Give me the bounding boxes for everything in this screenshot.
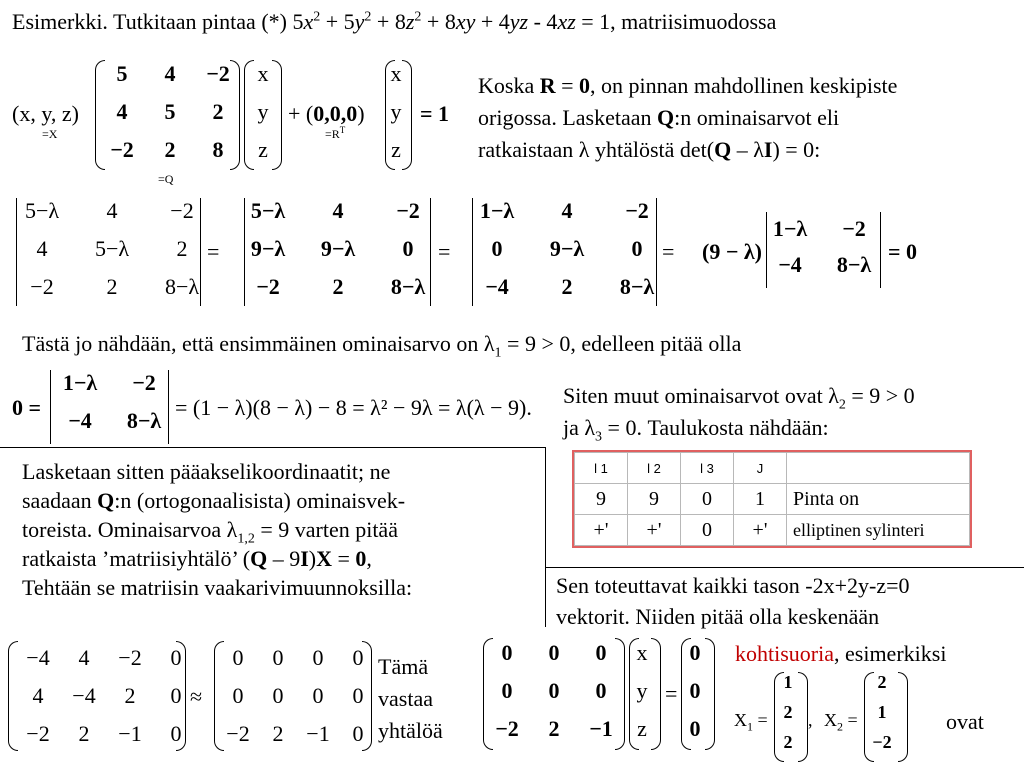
matrix-cell: −2 <box>170 198 194 223</box>
matrix-cell: 4 <box>32 683 44 708</box>
koska-line-3: ratkaistaan λ yhtälöstä det(Q – λI) = 0: <box>478 137 821 162</box>
matrix-cell: 0 <box>548 678 560 703</box>
matrix-cell: 1 <box>783 672 793 692</box>
matrix-cell: −2 <box>396 198 420 223</box>
char-equation <box>0 366 560 446</box>
table-cell: Pinta on <box>787 484 970 515</box>
side-text-1: Tämä <box>378 654 429 679</box>
matrix-cell: 4 <box>332 198 344 223</box>
matrix-cell: 0 <box>501 678 513 703</box>
matrix-cell: 9−λ <box>250 236 286 261</box>
table-cell: +' <box>734 515 787 546</box>
matrix-cell: 4 <box>561 198 573 223</box>
matrix-cell: −4 <box>72 683 96 708</box>
sen-line-3: kohtisuoria, esimerkiksi <box>735 641 947 666</box>
matrix-cell: 2 <box>176 236 188 261</box>
matrix-cell: 2 <box>783 702 793 722</box>
matrix-cell: 2 <box>164 137 176 162</box>
table-row <box>575 484 970 515</box>
matrix-cell: 8−λ <box>164 274 200 299</box>
intro-line: Esimerkki. Tutkitaan pintaa (*) $5x^2 + 5y^2 + 8z^2 + 8xy + 4yz - 4xz = 1$, matriisimuodossa <box>12 9 777 34</box>
matrix-cell: z <box>258 137 268 162</box>
plus-r: + (0,0,0) <box>288 101 365 126</box>
siten-line-1: Siten muut ominaisarvot ovat $\lambda_2 = 9 > 0$ <box>563 383 915 413</box>
matrix-cell: −2 <box>110 137 134 162</box>
lasketaan-line-1: Lasketaan sitten pääakselikoordinaatit; ne <box>22 459 391 484</box>
table-cell: 0 <box>681 484 734 515</box>
matrix-cell: 9−λ <box>549 236 585 261</box>
matrix-cell: y <box>390 99 402 124</box>
table-header-cell <box>787 453 970 484</box>
matrix-cell: 0 <box>170 683 182 708</box>
matrix-cell: 5−λ <box>94 236 130 261</box>
matrix-cell: 2 <box>78 721 90 746</box>
matrix-cell: x <box>390 61 402 86</box>
matrix-cell: −2 <box>495 716 519 741</box>
example-vectors <box>730 668 1024 768</box>
matrix-cell: 2 <box>106 274 118 299</box>
m1-left-paren <box>8 641 18 751</box>
matrix-cell: 0 <box>491 236 503 261</box>
table-cell: 9 <box>575 484 628 515</box>
matrix-cell: 0 <box>272 645 284 670</box>
char-lead: 0 = <box>12 395 42 420</box>
linear-system <box>475 632 735 762</box>
matrix-cell: 0 <box>170 721 182 746</box>
matrix-cell: 2 <box>124 683 136 708</box>
matrix-cell: 2 <box>783 732 793 752</box>
sen-line-2: vektorit. Niiden pitää olla keskenään <box>556 604 880 629</box>
matrix-cell: −1 <box>306 721 330 746</box>
factor: (9 − λ) <box>702 239 762 264</box>
matrix-cell: 1−λ <box>62 370 98 395</box>
matrix-cell: 8−λ <box>390 274 426 299</box>
eigen-table <box>574 452 970 546</box>
ovat-text: ovat <box>946 709 984 734</box>
matrix-cell: 4 <box>106 198 118 223</box>
divider-top <box>0 447 545 448</box>
matrix-cell: x <box>257 61 269 86</box>
lasketaan-line-3: toreista. Ominaisarvoa $\lambda_{1,2} = 9$ varten pitää <box>22 517 398 547</box>
table-header-cell: l 1 <box>575 453 628 484</box>
matrix-cell: 1−λ <box>479 198 515 223</box>
matrix-form <box>0 55 470 190</box>
matrix-cell: 0 <box>312 645 324 670</box>
matrix-cell: −2 <box>118 645 142 670</box>
matrix-cell: −2 <box>256 274 280 299</box>
approx-sign: ≈ <box>190 684 203 709</box>
equals-one: = 1 <box>420 101 450 126</box>
matrix-cell: 8 <box>212 137 224 162</box>
matrix-cell: 0 <box>548 640 560 665</box>
matrix-cell: 2 <box>561 274 573 299</box>
table-cell: 9 <box>628 484 681 515</box>
table-header-cell: l 3 <box>681 453 734 484</box>
label-r: $=R^T$ <box>325 125 346 141</box>
matrix-cell: −2 <box>206 61 230 86</box>
label-x: =X <box>42 127 58 141</box>
matrix-cell: −1 <box>118 721 142 746</box>
matrix-cell: −2 <box>625 198 649 223</box>
tasta-line: Tästä jo nähdään, että ensimmäinen ominaisarvo on $\lambda_1 = 9 > 0$, edelleen pitää olla <box>22 331 742 361</box>
divider-right <box>545 567 1024 568</box>
lasketaan-line-2: saadaan Q:n (ortogonaalisista) ominaisvek- <box>22 488 406 513</box>
matrix-cell: 0 <box>689 716 701 741</box>
matrix-cell: 8−λ <box>619 274 655 299</box>
divider-vertical <box>545 447 546 567</box>
matrix-cell: 9−λ <box>320 236 356 261</box>
eq-3: = <box>662 239 675 264</box>
eq-zero: = 0 <box>888 239 918 264</box>
matrix-cell: −2 <box>30 274 54 299</box>
matrix-cell: 0 <box>501 640 513 665</box>
matrix-cell: 8−λ <box>836 252 872 277</box>
matrix-cell: y <box>257 99 269 124</box>
matrix-cell: 0 <box>631 236 643 261</box>
matrix-cell: 0 <box>352 645 364 670</box>
koska-line-2: origossa. Lasketaan Q:n ominaisarvot eli <box>478 105 840 130</box>
comma: , <box>808 710 813 730</box>
matrix-cell: x <box>636 640 648 665</box>
matrix-cell: 0 <box>170 645 182 670</box>
matrix-cell: 2 <box>272 721 284 746</box>
eq-2: = <box>438 239 451 264</box>
x2-label: $X_2$ = <box>824 710 858 734</box>
matrix-cell: 0 <box>689 678 701 703</box>
eq-1: = <box>207 239 220 264</box>
matrix-cell: 0 <box>402 236 414 261</box>
matrix-cell: −1 <box>589 716 613 741</box>
lasketaan-line-5: Tehtään se matriisin vaakarivimuunnoksilla: <box>22 575 413 600</box>
matrix-cell: −4 <box>68 408 92 433</box>
table-header-row <box>575 453 970 484</box>
matrix-cell: −2 <box>132 370 156 395</box>
matrix-cell: 2 <box>212 99 224 124</box>
matrix-cell: 2 <box>332 274 344 299</box>
x1-label: $X_1$ = <box>734 710 768 734</box>
matrix-cell: 0 <box>689 640 701 665</box>
matrix-cell: 5 <box>164 99 176 124</box>
matrix-cell: 1 <box>877 702 887 722</box>
matrix-cell: y <box>636 678 648 703</box>
side-text-2: vastaa <box>378 686 433 711</box>
matrix-cell: 4 <box>78 645 90 670</box>
matrix-cell: z <box>637 716 647 741</box>
siten-line-2: ja $\lambda_3 = 0$. Taulukosta nähdään: <box>563 415 829 445</box>
table-header-cell: l 2 <box>628 453 681 484</box>
matrix-cell: 8−λ <box>126 408 162 433</box>
matrix-cell: 5−λ <box>250 198 286 223</box>
row-reduction <box>0 635 480 765</box>
matrix-cell: 2 <box>877 672 887 692</box>
matrix-cell: 4 <box>116 99 128 124</box>
sen-line-1: Sen toteuttavat kaikki tason -2x+2y-z=0 <box>556 573 910 598</box>
table-cell: +' <box>575 515 628 546</box>
matrix-cell: −2 <box>26 721 50 746</box>
matrix-cell: −2 <box>872 732 892 752</box>
matrix-cell: 0 <box>352 721 364 746</box>
lasketaan-line-4: ratkaista ’matriisiyhtälö’ (Q – 9I)X = 0, <box>22 546 372 571</box>
matrix-cell: 0 <box>232 645 244 670</box>
matrix-cell: 2 <box>548 716 560 741</box>
divider-vertical-2 <box>545 567 546 627</box>
matrix-cell: 1−λ <box>772 216 808 241</box>
matrix-cell: −4 <box>26 645 50 670</box>
matrix-cell: 0 <box>595 640 607 665</box>
table-row <box>575 515 970 546</box>
matrix-cell: 5−λ <box>24 198 60 223</box>
matrix-cell: 0 <box>595 678 607 703</box>
side-text-3: yhtälöä <box>378 718 443 743</box>
matrix-cell: −2 <box>842 216 866 241</box>
table-cell: +' <box>628 515 681 546</box>
determinant-chain <box>0 190 1024 310</box>
char-rest: = (1 − λ)(8 − λ) − 8 = λ² − 9λ = λ(λ − 9). <box>175 395 532 420</box>
matrix-cell: 0 <box>352 683 364 708</box>
matrix-cell: 0 <box>232 683 244 708</box>
table-cell: 0 <box>681 515 734 546</box>
matrix-cell: −2 <box>226 721 250 746</box>
matrix-cell: −4 <box>485 274 509 299</box>
eigen-table-frame <box>572 450 972 548</box>
matrix-cell: 5 <box>116 61 128 86</box>
matrix-cell: 0 <box>312 683 324 708</box>
koska-line-1: Koska R = 0, on pinnan mahdollinen keskipiste <box>478 73 898 98</box>
matrix-cell: z <box>391 137 401 162</box>
system-eq: = <box>665 681 678 706</box>
matrix-cell: 0 <box>272 683 284 708</box>
matrix-cell: −4 <box>778 252 802 277</box>
label-q: =Q <box>158 172 174 186</box>
matrix-cell: 4 <box>164 61 176 86</box>
table-cell: elliptinen sylinteri <box>787 515 970 546</box>
table-header-cell: J <box>734 453 787 484</box>
row-vector: (x, y, z) <box>12 101 79 126</box>
matrix-cell: 4 <box>36 236 48 261</box>
table-cell: 1 <box>734 484 787 515</box>
